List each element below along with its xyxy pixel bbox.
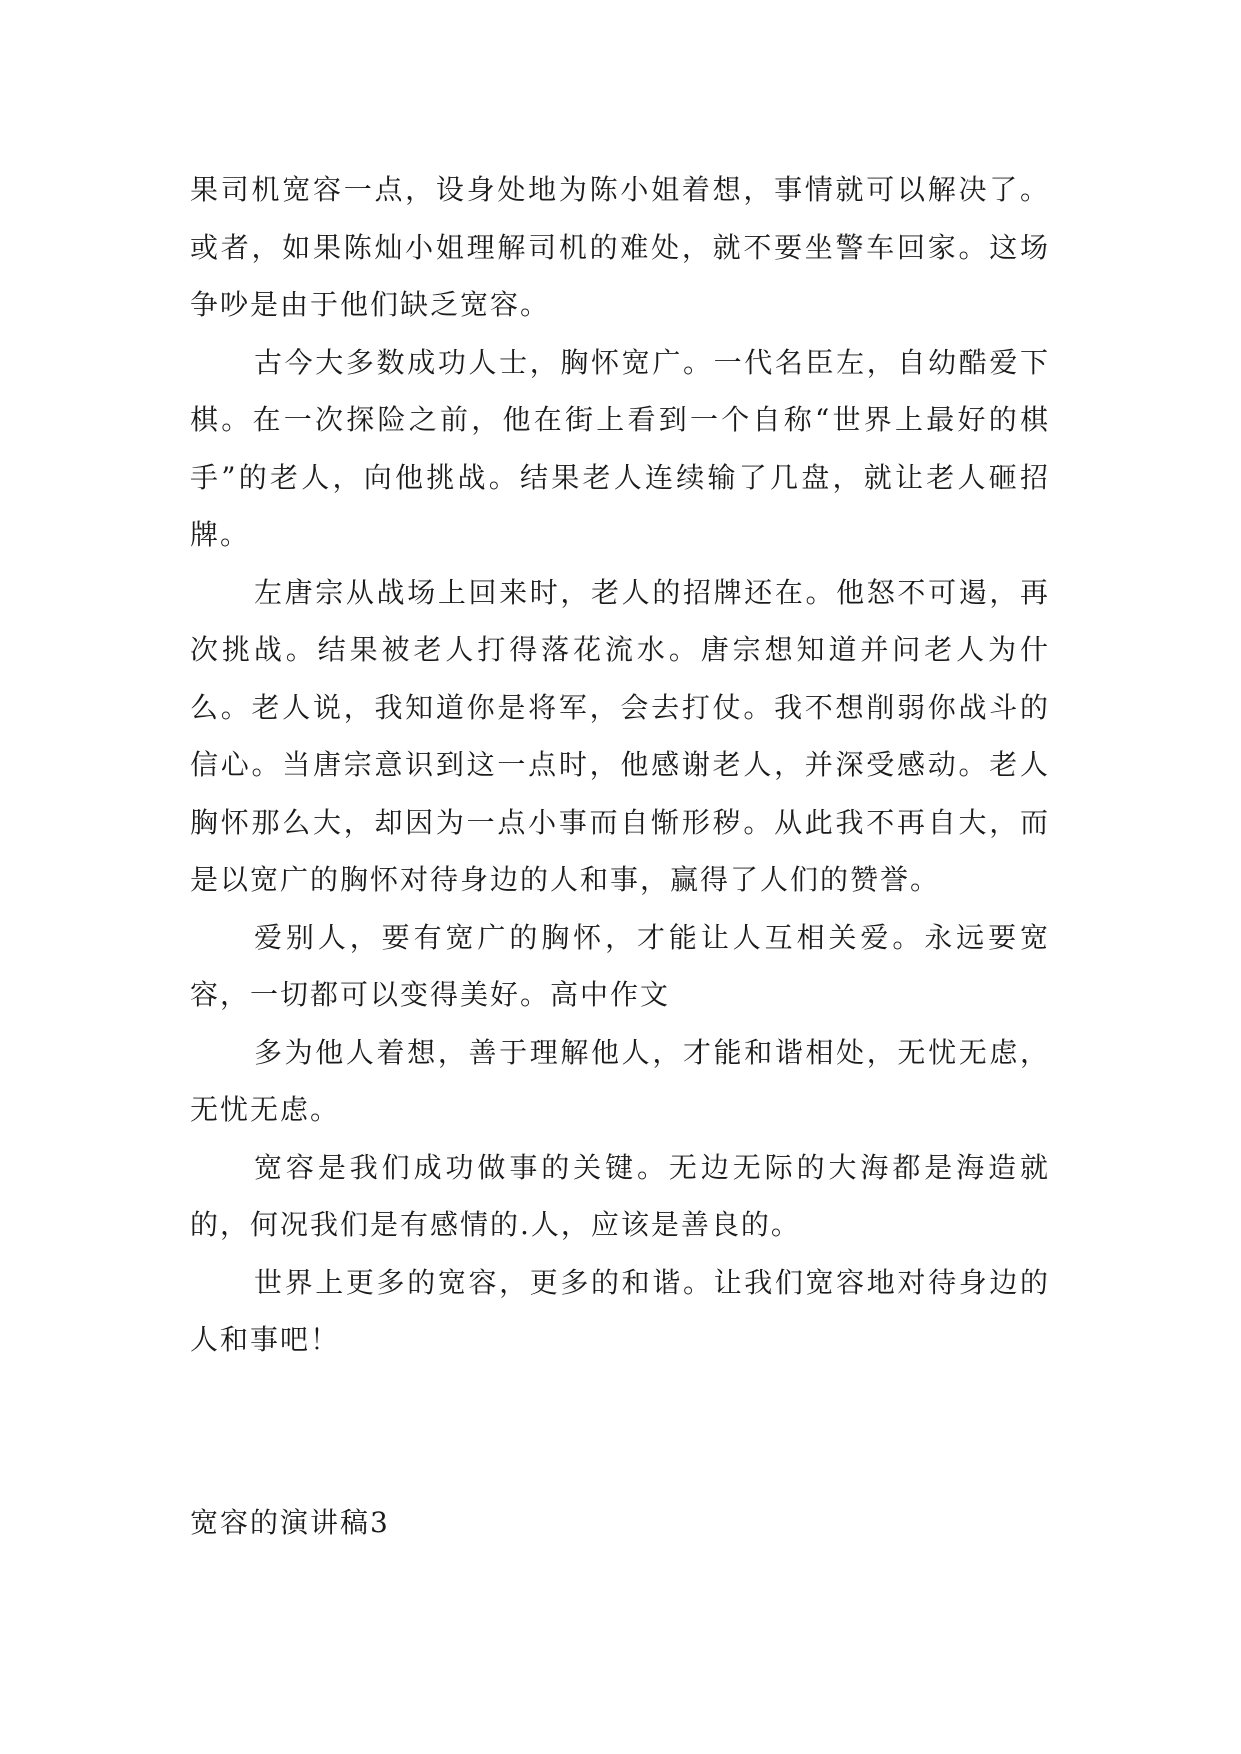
section-heading: 宽容的演讲稿3 bbox=[190, 1506, 390, 1539]
paragraph: 爱别人，要有宽广的胸怀，才能让人互相关爱。永远要宽容，一切都可以变得美好。高中作文 bbox=[190, 920, 1050, 1011]
paragraph-continuation: 果司机宽容一点，设身处地为陈小姐着想，事情就可以解决了。或者，如果陈灿小姐理解司机的难处，就不要坐警车回家。这场争吵是由于他们缺乏宽容。 bbox=[190, 173, 1050, 321]
document-body bbox=[190, 161, 1050, 1369]
paragraph: 左唐宗从战场上回来时，老人的招牌还在。他怒不可遏，再次挑战。结果被老人打得落花流水。唐宗想知道并问老人为什么。老人说，我知道你是将军，会去打仗。我不想削弱你战斗的信心。当唐宗意识到这一点时，他感谢老人，并深受感动。老人胸怀那么大，却因为一点小事而自惭形秽。从此我不再自大，而是以宽广的胸怀对待身边的人和事，赢得了人们的赞誉。 bbox=[190, 575, 1050, 896]
paragraph: 世界上更多的宽容，更多的和谐。让我们宽容地对待身边的人和事吧！ bbox=[190, 1265, 1050, 1356]
paragraph: 宽容是我们成功做事的关键。无边无际的大海都是海造就的，何况我们是有感情的.人，应该是善良的。 bbox=[190, 1150, 1050, 1241]
paragraph: 多为他人着想，善于理解他人，才能和谐相处，无忧无虑，无忧无虑。 bbox=[190, 1035, 1050, 1126]
paragraph: 古今大多数成功人士，胸怀宽广。一代名臣左，自幼酷爱下棋。在一次探险之前，他在街上看到一个自称“世界上最好的棋手”的老人，向他挑战。结果老人连续输了几盘，就让老人砸招牌。 bbox=[190, 345, 1050, 551]
